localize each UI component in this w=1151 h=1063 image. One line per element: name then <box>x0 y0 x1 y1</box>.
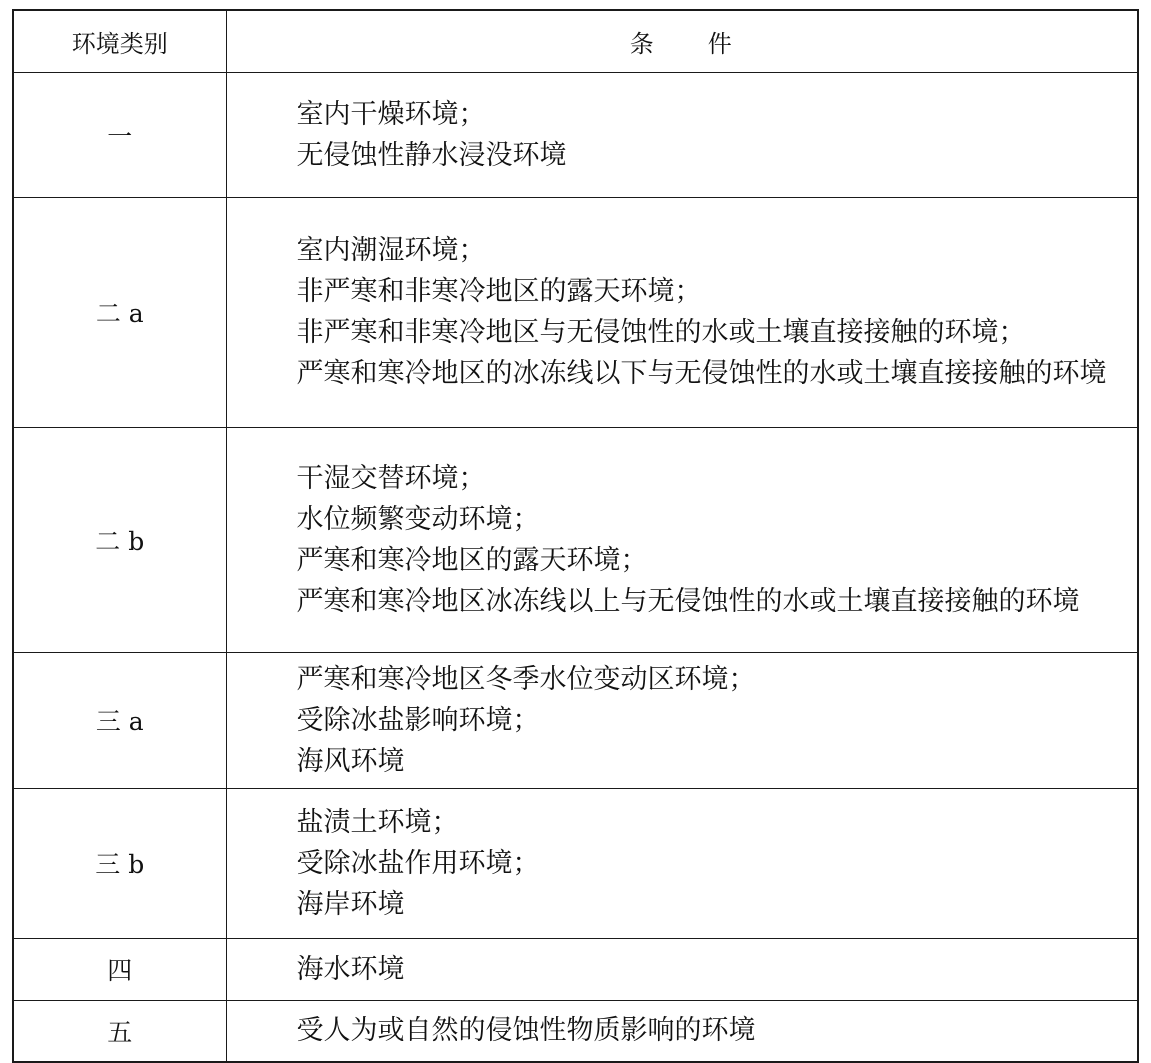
condition-line: 非严寒和非寒冷地区的露天环境； <box>296 276 702 307</box>
condition-line: 干湿交替环境； <box>296 462 486 494</box>
condition-line: 海水环境 <box>296 953 405 985</box>
condition-line: 严寒和寒冷地区的露天环境； <box>296 544 648 576</box>
table-header-row <box>13 10 1138 72</box>
condition-line: 严寒和寒冷地区冰冻线以上与无侵蚀性的水或土壤直接接触的环境 <box>296 585 1080 617</box>
condition-line: 无侵蚀性静水浸没环境 <box>296 139 567 171</box>
condition-cell <box>226 427 1138 652</box>
condition-cell <box>226 197 1138 427</box>
table-body <box>13 72 1138 1062</box>
category-cell: 二 b <box>13 427 226 652</box>
header-condition: 条 件 <box>226 10 1138 72</box>
category-cell: 二 a <box>13 197 226 427</box>
table-row <box>13 938 1138 1000</box>
condition-cell <box>226 72 1138 197</box>
condition-line: 受除冰盐作用环境； <box>296 847 540 879</box>
condition-line: 受除冰盐影响环境； <box>296 704 540 736</box>
category-cell: 三 b <box>13 788 226 938</box>
condition-line: 室内潮湿环境； <box>296 235 486 266</box>
environment-category-table <box>12 9 1139 1063</box>
condition-line: 海岸环境 <box>296 888 405 920</box>
condition-line: 严寒和寒冷地区的冰冻线以下与无侵蚀性的水或土壤直接接触的环境 <box>296 358 1107 389</box>
table-row <box>13 652 1138 788</box>
condition-cell <box>226 788 1138 938</box>
category-cell: 一 <box>13 72 226 197</box>
category-cell: 四 <box>13 938 226 1000</box>
category-cell: 五 <box>13 1000 226 1062</box>
table-row <box>13 1000 1138 1062</box>
table-row <box>13 197 1138 427</box>
condition-line: 盐渍土环境； <box>296 806 459 838</box>
condition-line: 水位频繁变动环境； <box>296 503 540 535</box>
table-row <box>13 427 1138 652</box>
condition-line: 海风环境 <box>296 745 405 777</box>
condition-line: 受人为或自然的侵蚀性物质影响的环境 <box>296 1015 756 1047</box>
condition-line: 严寒和寒冷地区冬季水位变动区环境； <box>296 663 756 695</box>
category-cell: 三 a <box>13 652 226 788</box>
table-row <box>13 788 1138 938</box>
condition-cell <box>226 652 1138 788</box>
condition-line: 室内干燥环境； <box>296 98 486 130</box>
header-category: 环境类别 <box>13 10 226 72</box>
condition-cell <box>226 1000 1138 1062</box>
table-row <box>13 72 1138 197</box>
condition-cell <box>226 938 1138 1000</box>
condition-line: 非严寒和非寒冷地区与无侵蚀性的水或土壤直接接触的环境； <box>296 317 1026 348</box>
